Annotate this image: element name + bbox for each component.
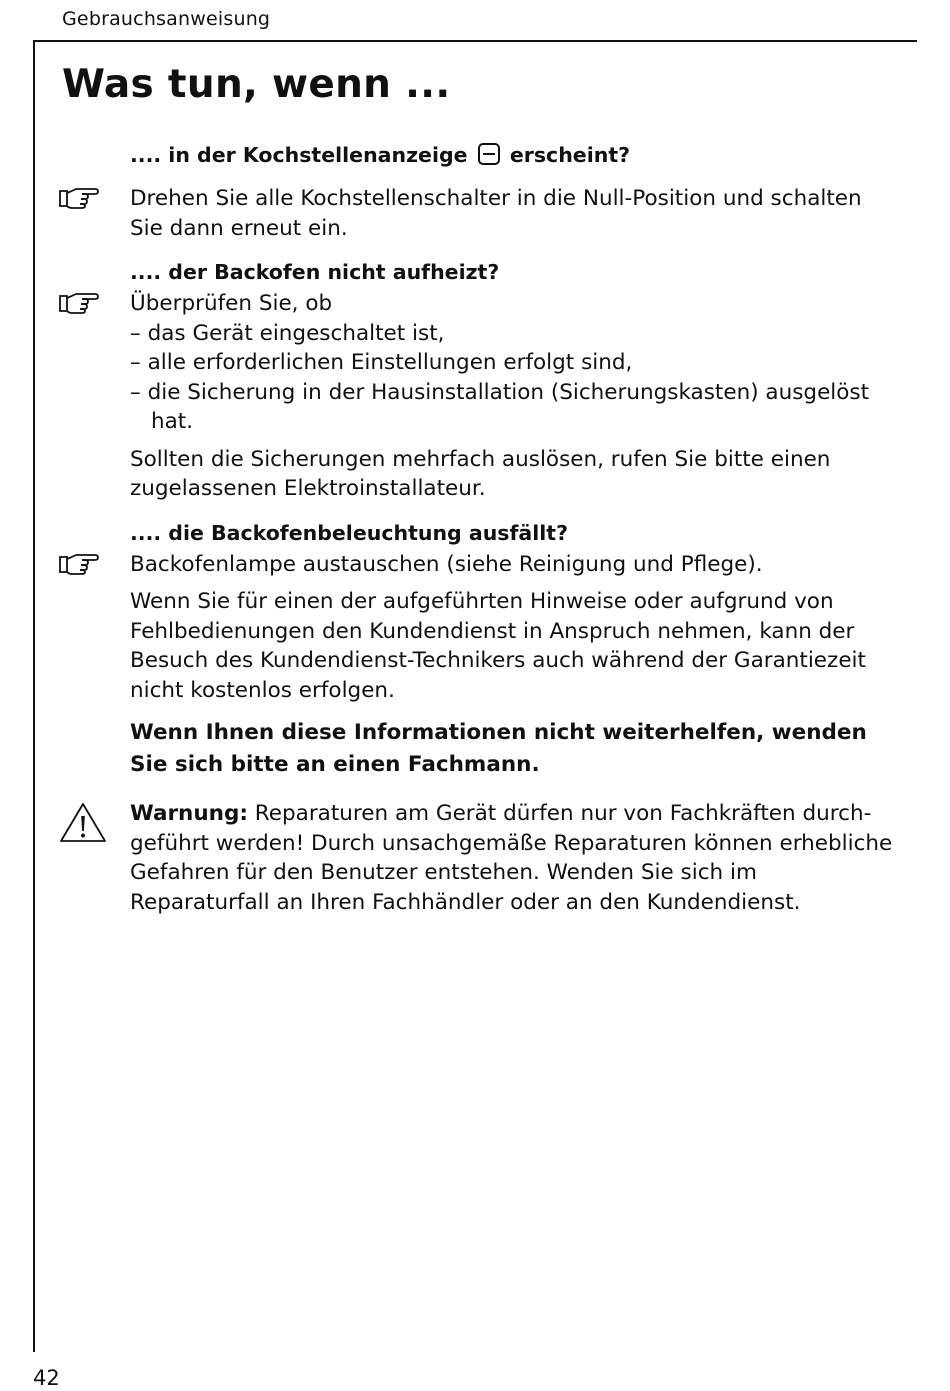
pointing-hand-icon	[58, 182, 100, 212]
pointing-hand-icon	[58, 548, 100, 578]
check-item: – das Gerät eingeschaltet ist,	[130, 320, 445, 346]
hint-text: Drehen Sie alle Kochstellenschalter in die Null-Position und schalten Sie dann erneut ein.	[130, 186, 862, 241]
section-heading-text: erscheint?	[509, 143, 631, 167]
display-dash-icon	[477, 142, 501, 176]
header-running-title: Gebrauchsanweisung	[62, 8, 271, 30]
page-title: Was tun, wenn ...	[62, 62, 451, 107]
section-heading: .... die Backofenbeleuchtung ausfällt?	[130, 520, 568, 545]
hint-paragraph	[130, 184, 900, 243]
hint-paragraph	[130, 289, 900, 319]
warning-triangle-icon	[58, 801, 108, 845]
pointing-hand-icon	[58, 287, 100, 317]
hint-paragraph	[130, 550, 900, 580]
check-item: – alle erforderlichen Einstellungen erfolgt sind,	[130, 350, 633, 375]
warning-label: Warnung:	[130, 801, 248, 826]
closing-advice: Wenn Ihnen diese Informationen nicht weiterhelfen, wenden Sie sich bitte an einen Fachmann.	[130, 720, 867, 777]
note-paragraph: Sollten die Sicherungen mehrfach auslösen, rufen Sie bitte einen zugelassenen Elektroinstallateur.	[130, 446, 831, 501]
section-heading-text: .... in der Kochstellenanzeige	[130, 143, 468, 167]
note-paragraph: Wenn Sie für einen der aufgeführten Hinweise oder aufgrund von Fehlbedienungen den Kundendienst in Anspruch nehmen, kann der Besuch des Kundendienst-Technikers auch während der Garantiezeit nicht kostenlos erfolgen.	[130, 589, 866, 703]
warning-paragraph	[130, 799, 900, 917]
page-number: 42	[33, 1366, 60, 1390]
section-heading: .... der Backofen nicht aufheizt?	[130, 260, 500, 284]
margin-rule	[33, 40, 35, 1352]
header-rule	[33, 40, 917, 42]
section-heading-display	[130, 138, 900, 176]
warning-text: Reparaturen am Gerät dürfen nur von Fachkräften durch-geführt werden! Durch unsachgemäße Reparaturen können erhebliche Gefahren für den Benutzer entstehen. Wenden Sie sich im Reparaturfall an Ihren Fachhändler oder an den Kundendienst.	[130, 801, 893, 915]
hint-text: Backofenlampe austauschen (siehe Reinigung und Pflege).	[130, 551, 763, 577]
check-item: – die Sicherung in der Hausinstallation (Sicherungskasten) ausgelöst hat.	[130, 379, 870, 434]
hint-text: Überprüfen Sie, ob	[130, 291, 333, 316]
content	[130, 138, 900, 917]
